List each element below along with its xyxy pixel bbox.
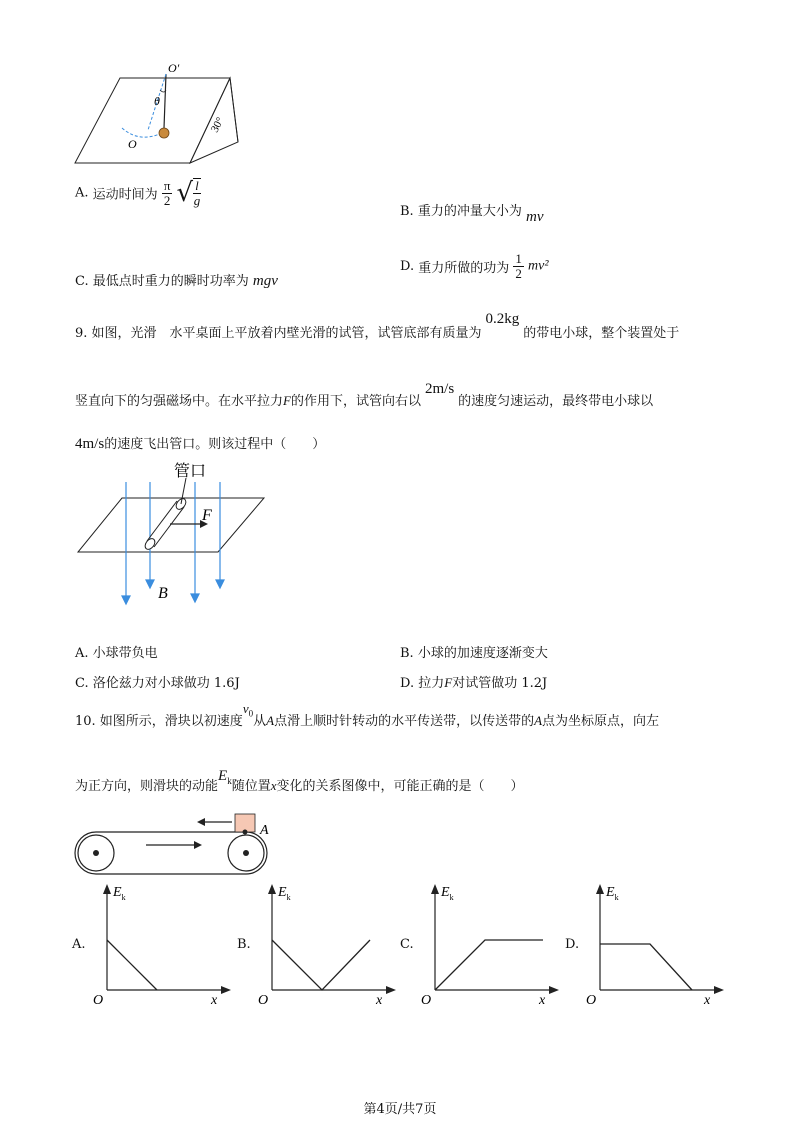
- q9-option-d: [400, 672, 547, 691]
- option-text: 运动时间为: [92, 187, 158, 203]
- q9-text: 9. 如图，光滑 水平桌面上平放着内壁光滑的试管，试管底部有质量为: [75, 326, 482, 341]
- q9-option-a: [75, 642, 158, 661]
- q9-option-c: [75, 672, 240, 691]
- ek-graph-c: [400, 880, 560, 1005]
- q8-option-b: [400, 200, 544, 225]
- ek-graph-a: [72, 880, 232, 1005]
- origin-label: O: [586, 993, 597, 1005]
- ek-graph-b: [237, 880, 397, 1005]
- q9-text: 的速度飞出管口。则该过程中（ ）: [104, 437, 326, 452]
- option-text: 重力的冲量大小为: [417, 204, 522, 219]
- ek-curve: [272, 940, 370, 990]
- option-letter: A.: [75, 646, 89, 661]
- q10-text: 变化的关系图像中，可能正确的是（ ）: [276, 779, 524, 794]
- y-axis-label: $E_k$: [278, 885, 291, 902]
- v0-symbol: $v_0$: [242, 701, 254, 719]
- option-letter: B.: [400, 646, 414, 661]
- q10-text: 随位置: [231, 779, 271, 794]
- label-field-b: B: [158, 585, 168, 602]
- option-letter: C.: [75, 274, 89, 289]
- magnetic-field-tube-figure: [70, 462, 270, 610]
- q8-option-a: [75, 178, 201, 208]
- formula-mgv: mgv: [252, 273, 278, 289]
- y-axis-label: $E_k$: [113, 885, 126, 902]
- conveyor-belt-figure: [70, 810, 280, 885]
- q9-stem-line1: [75, 311, 680, 342]
- option-letter: B.: [400, 204, 414, 219]
- q8-option-d: [400, 252, 549, 281]
- option-letter: B.: [237, 937, 251, 952]
- x-axis-label: x: [704, 993, 711, 1005]
- speed-value-1: 2m/s: [424, 381, 455, 397]
- fraction-pi-over-2: $\frac{\pi}{2}$: [163, 177, 171, 208]
- option-letter: D.: [565, 937, 580, 952]
- q9-text: 的作用下，试管向右以: [290, 394, 421, 409]
- mass-value: 0.2kg: [485, 311, 520, 327]
- speed-value-2: 4m/s: [75, 436, 105, 452]
- label-o: O: [128, 137, 137, 151]
- option-text: 最低点时重力的瞬时功率为: [92, 274, 249, 289]
- q10-text: 为正方向，则滑块的动能: [75, 779, 219, 794]
- label-force-f: F: [202, 507, 212, 524]
- x-symbol: x: [270, 778, 277, 793]
- formula-mv: mv: [525, 209, 544, 225]
- q9-text: 的速度匀速运动，最终带电小球以: [458, 394, 654, 409]
- option-text: 拉力: [418, 676, 445, 691]
- ek-curve: [600, 944, 692, 990]
- option-text: 小球的加速度逐渐变大: [417, 646, 548, 661]
- q9-text: 的带电小球，整个装置处于: [523, 326, 680, 341]
- q9-text: 竖直向下的匀强磁场中。在水平拉力: [75, 394, 284, 409]
- option-text: 对试管做功 1.2J: [452, 676, 548, 691]
- option-text: 洛伦兹力对小球做功 1.6J: [92, 676, 240, 691]
- q10-text: 10. 如图所示，滑块以初速度: [75, 714, 243, 729]
- option-text: 重力所做的功为: [418, 261, 510, 276]
- y-axis-label: $E_k$: [441, 885, 454, 902]
- option-letter: C.: [400, 937, 414, 952]
- q10-stem-line2: [75, 768, 524, 796]
- option-text: 小球带负电: [92, 646, 158, 661]
- fraction-half: $\frac{1}{2}$: [515, 251, 522, 281]
- origin-label: O: [421, 993, 432, 1005]
- q9-option-b: [400, 642, 548, 661]
- point-a: A: [266, 713, 275, 728]
- q10-text: 点为坐标原点，向左: [542, 714, 660, 729]
- q10-stem-line1: [75, 701, 660, 731]
- label-tube-mouth: 管口: [174, 463, 207, 480]
- q8-option-c: [75, 270, 278, 290]
- label-o-prime: O′: [168, 61, 180, 75]
- label-theta: θ: [154, 94, 160, 108]
- ek-curve: [435, 940, 543, 990]
- origin-label: O: [258, 993, 269, 1005]
- origin-label: O: [93, 993, 104, 1005]
- y-axis-label: $E_k$: [606, 885, 619, 902]
- incline-pendulum-figure: [70, 60, 250, 170]
- page-footer: 第4页/共7页: [363, 1102, 437, 1117]
- option-letter: A.: [72, 937, 86, 952]
- x-axis-label: x: [376, 993, 383, 1005]
- q9-stem-line3: [75, 433, 325, 453]
- formula-mv2: mv²: [528, 258, 549, 274]
- point-a: A: [534, 713, 543, 728]
- option-letter: D.: [400, 259, 415, 274]
- force-symbol: F: [444, 675, 453, 690]
- label-30deg: 30°: [208, 115, 227, 135]
- x-axis-label: x: [211, 993, 218, 1005]
- sqrt-l-over-g: √ $\frac{l}{g}$: [176, 178, 201, 208]
- ek-curve: [107, 940, 157, 990]
- force-symbol: F: [283, 393, 291, 408]
- ek-graph-d: [565, 880, 730, 1005]
- option-letter: C.: [75, 676, 89, 691]
- q9-stem-line2: [75, 381, 654, 410]
- option-letter: A.: [75, 185, 89, 201]
- x-axis-label: x: [539, 993, 546, 1005]
- label-point-a: A: [260, 823, 269, 838]
- q10-text: 点滑上顺时针转动的水平传送带，以传送带的: [274, 714, 535, 729]
- option-letter: D.: [400, 676, 415, 691]
- ek-symbol: $E_k$: [218, 768, 232, 786]
- q10-text: 从: [253, 714, 267, 729]
